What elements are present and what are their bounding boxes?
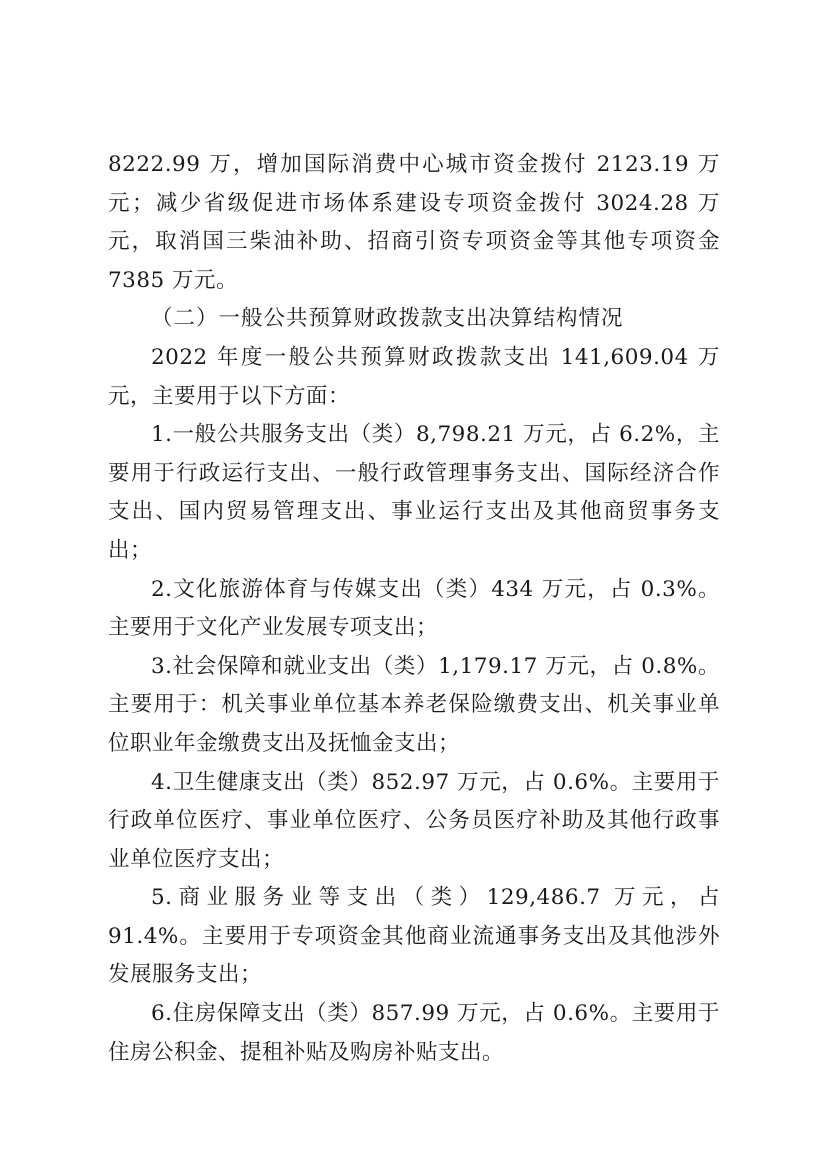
paragraph-continuation: 8222.99 万，增加国际消费中心城市资金拨付 2123.19 万元；减少省级促进市场体系建设专项资金拨付 3024.28 万元，取消国三柴油补助、招商引资专项资金等其他专项资金 7385 万元。: [108, 152, 720, 293]
paragraph-item-4: 4.卫生健康支出（类）852.97 万元，占 0.6%。主要用于行政单位医疗、事业单位医疗、公务员医疗补助及其他行政事业单位医疗支出；: [108, 769, 720, 872]
paragraph-item-5: 5.商业服务业等支出（类）129,486.7 万元，占 91.4%。主要用于专项资金其他商业流通事务支出及其他涉外发展服务支出；: [108, 885, 720, 988]
paragraph-item-3: 3.社会保障和就业支出（类）1,179.17 万元，占 0.8%。主要用于：机关事业单位基本养老保险缴费支出、机关事业单位职业年金缴费支出及抚恤金支出；: [108, 653, 720, 756]
paragraph-item-6: 6.住房保障支出（类）857.99 万元，占 0.6%。主要用于住房公积金、提租补贴及购房补贴支出。: [108, 1001, 720, 1065]
section-heading: （二）一般公共预算财政拨款支出决算结构情况: [151, 306, 624, 332]
paragraph-item-2: 2.文化旅游体育与传媒支出（类）434 万元，占 0.3%。主要用于文化产业发展专项支出；: [108, 576, 720, 641]
paragraph-item-1: 1.一般公共服务支出（类）8,798.21 万元，占 6.2%，主要用于行政运行支出、一般行政管理事务支出、国际经济合作支出、国内贸易管理支出、事业运行支出及其他商贸事务支出；: [108, 422, 720, 563]
document-body: [108, 146, 720, 1072]
paragraph-summary: 2022 年度一般公共预算财政拨款支出 141,609.04 万元，主要用于以下方面：: [108, 344, 720, 409]
